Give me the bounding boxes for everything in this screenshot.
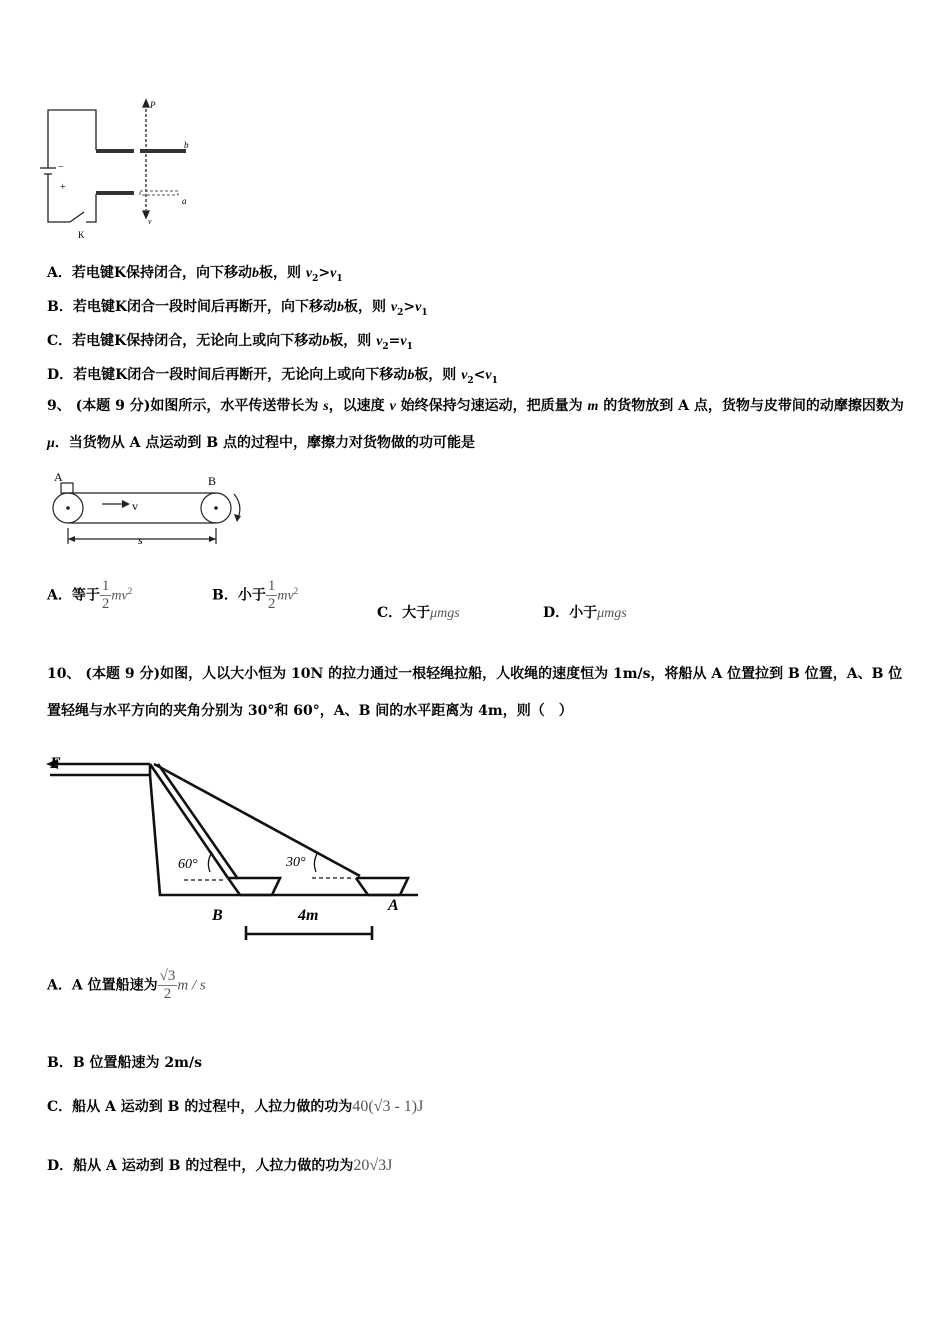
capacitor-circuit-figure <box>40 98 200 243</box>
boat-rope-figure <box>44 748 424 943</box>
conveyor-belt-figure <box>44 468 259 553</box>
q10-option-a: A．A 位置船速为 $\frac{√3}{2}$ m / s <box>47 968 206 1002</box>
figure-label-v: v <box>132 499 138 513</box>
q9-option-b: B．小于 $\frac{1}{2}$ $mv^2$ <box>212 578 299 612</box>
figure-label-dist: 4m <box>298 907 319 924</box>
q9-option-c: C．大于μmgs <box>377 605 460 621</box>
figure-label-minus: − <box>58 162 64 173</box>
q8-option-c: C．若电键K保持闭合，无论向上或向下移动b板，则 $v_2=v_1$ <box>47 333 413 352</box>
figure-label-f: F <box>50 755 61 772</box>
q10-option-b: B．B 位置船速为 2m/s <box>47 1055 202 1071</box>
q9-option-d: D．小于μmgs <box>543 605 627 621</box>
figure-label-b: B <box>212 907 223 924</box>
figure-label-v: v <box>148 217 152 226</box>
figure-label-angle-a: 30° <box>286 855 306 870</box>
figure-label-k: K <box>78 230 85 240</box>
figure-label-plus: + <box>60 182 66 193</box>
q10-option-d: D．船从 A 运动到 B 的过程中，人拉力做的功为20√3J <box>47 1157 393 1174</box>
q8-option-d: D．若电键K闭合一段时间后再断开，无论向上或向下移动b板，则 $v_2<v_1$ <box>47 367 498 386</box>
figure-label-angle-b: 60° <box>178 857 198 872</box>
q8-option-b: B．若电键K闭合一段时间后再断开，向下移动b板，则 $v_2>v_1$ <box>47 299 428 318</box>
q9-stem: 9、 (本题 9 分)如图所示，水平传送带长为 s，以速度 v 始终保持匀速运动，把质量为 m 的货物放到 A 点，货物与皮带间的动摩擦因数为 μ．当货物从 A 点运动到 B 点的过程中，摩擦力对货物做的功可能是 <box>47 398 904 451</box>
figure-label-p: P <box>150 100 156 110</box>
figure-label-a: A <box>388 897 399 914</box>
figure-label-a: a <box>182 196 187 206</box>
q8-option-a: A．若电键K保持闭合，向下移动b板，则 $v_2>v_1$ <box>47 265 343 284</box>
q10-option-c: C．船从 A 运动到 B 的过程中，人拉力做的功为40(√3 - 1)J <box>47 1098 424 1115</box>
figure-label-s: s <box>138 533 143 547</box>
figure-label-b: B <box>208 474 217 488</box>
figure-label-a: A <box>54 470 63 484</box>
q10-stem: 10、 (本题 9 分)如图，人以大小恒为 10N 的拉力通过一根轻绳拉船，人收绳的速度恒为 1m/s，将船从 A 位置拉到 B 位置，A、B 位置轻绳与水平方向的夹角分别为 30°和 60°，A、B 间的水平距离为 4m，则（ ） <box>47 666 903 719</box>
figure-label-b: b <box>184 140 189 150</box>
q9-option-a: A．等于 $\frac{1}{2}$ $mv^2$ <box>47 578 133 612</box>
